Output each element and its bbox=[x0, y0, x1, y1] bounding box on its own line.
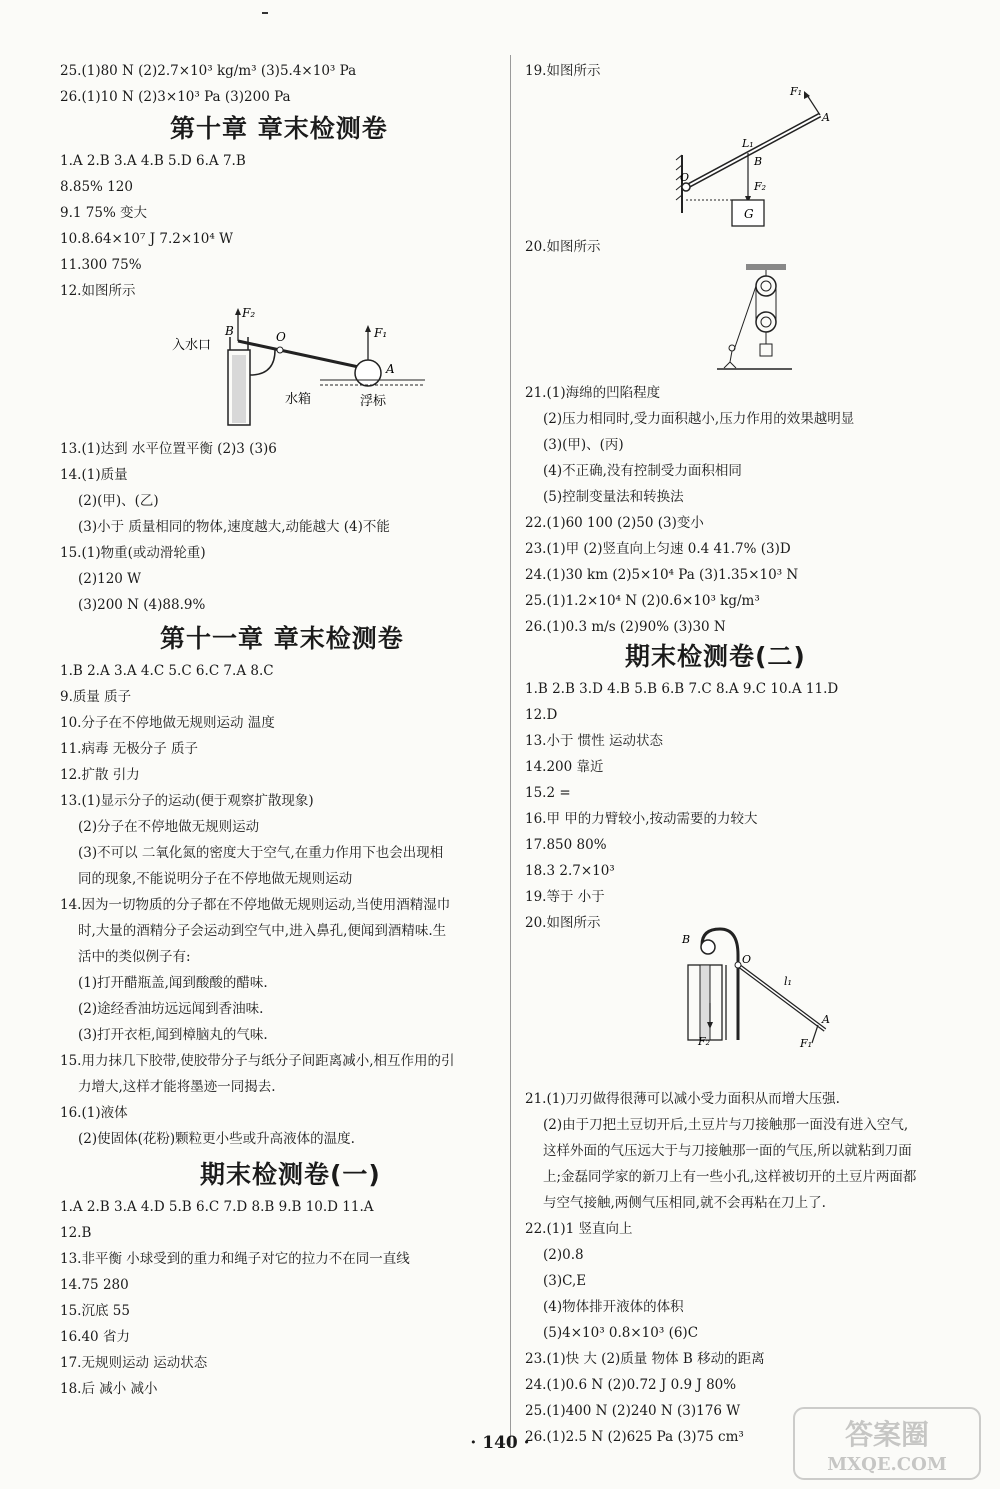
column-divider bbox=[510, 55, 511, 1445]
answer-line: 16.甲 甲的力臂较小,按动需要的力较大 bbox=[525, 811, 758, 827]
answer-line: 19.如图所示 bbox=[525, 63, 601, 79]
answer-line: 1.A 2.B 3.A 4.D 5.B 6.C 7.D 8.B 9.B 10.D 11.A bbox=[60, 1199, 374, 1215]
answer-line: (4)不正确,没有控制受力面积相同 bbox=[543, 463, 742, 479]
answer-line: 11.病毒 无极分子 质子 bbox=[60, 741, 199, 757]
watermark-line1: 答案圈 bbox=[844, 1418, 930, 1451]
answer-line: 1.A 2.B 3.A 4.B 5.D 6.A 7.B bbox=[60, 153, 246, 169]
answer-line: 26.(1)0.3 m/s (2)90% (3)30 N bbox=[525, 619, 726, 635]
answer-line: 活中的类似例子有: bbox=[78, 949, 191, 965]
answer-line: 15.2 = bbox=[525, 785, 571, 801]
answer-line: 12.如图所示 bbox=[60, 283, 136, 299]
answer-line: 17.无规则运动 运动状态 bbox=[60, 1355, 208, 1371]
answer-line: 14.75 280 bbox=[60, 1277, 129, 1293]
answer-line: 18.3 2.7×10³ bbox=[525, 863, 615, 879]
answer-line: (5)控制变量法和转换法 bbox=[543, 489, 684, 505]
answer-line: 与空气接触,两侧气压相同,就不会再粘在刀上了. bbox=[543, 1195, 826, 1211]
fig20b-f2-label: F₂ bbox=[698, 1035, 711, 1048]
answer-line: 1.B 2.A 3.A 4.C 5.C 6.C 7.A 8.C bbox=[60, 663, 274, 679]
answer-line: 24.(1)0.6 N (2)0.72 J 0.9 J 80% bbox=[525, 1377, 737, 1393]
answer-line: 19.等于 小于 bbox=[525, 889, 605, 905]
fig19-a-label: A bbox=[822, 111, 830, 124]
answer-line: 12.扩散 引力 bbox=[60, 767, 140, 783]
answer-line: 14.因为一切物质的分子都在不停地做无规则运动,当使用酒精湿巾 bbox=[60, 897, 451, 913]
answer-line: (4)物体排开液体的体积 bbox=[543, 1299, 684, 1315]
answer-line: 11.300 75% bbox=[60, 257, 142, 273]
answer-line: 12.D bbox=[525, 707, 558, 723]
answer-line: 24.(1)30 km (2)5×10⁴ Pa (3)1.35×10³ N bbox=[525, 567, 799, 583]
fig19-b-label: B bbox=[754, 155, 763, 168]
answer-line: (2)由于刀把土豆切开后,土豆片与刀接触那一面没有进入空气, bbox=[543, 1117, 909, 1133]
answer-line: 26.(1)10 N (2)3×10³ Pa (3)200 Pa bbox=[60, 89, 291, 105]
answer-line: 18.后 减小 减小 bbox=[60, 1381, 158, 1397]
figure-20-pulley bbox=[712, 262, 797, 372]
answer-line: 力增大,这样才能将墨迹一同揭去. bbox=[78, 1079, 276, 1095]
answer-line: (3)200 N (4)88.9% bbox=[78, 597, 206, 613]
answer-line: 10.8.64×10⁷ J 7.2×10⁴ W bbox=[60, 231, 233, 247]
fig12-f2-label: F₂ bbox=[242, 306, 256, 320]
fig12-o-label: O bbox=[276, 330, 286, 344]
fig12-f1-label: F₁ bbox=[374, 326, 388, 340]
answer-line: 15.沉底 55 bbox=[60, 1303, 130, 1319]
answer-line: 13.非平衡 小球受到的重力和绳子对它的拉力不在同一直线 bbox=[60, 1251, 410, 1267]
answer-line: (2)分子在不停地做无规则运动 bbox=[78, 819, 260, 835]
section-heading: 期末检测卷(一) bbox=[200, 1160, 381, 1189]
answer-line: 15.(1)物重(或动滑轮重) bbox=[60, 545, 206, 561]
answer-line: 15.用力抹几下胶带,使胶带分子与纸分子间距离减小,相互作用的引 bbox=[60, 1053, 455, 1069]
section-heading: 第十章 章末检测卷 bbox=[170, 114, 388, 143]
answer-line: 23.(1)快 大 (2)质量 物体 B 移动的距离 bbox=[525, 1351, 765, 1367]
answer-line: 8.85% 120 bbox=[60, 179, 133, 195]
watermark-line2: MXQE.COM bbox=[827, 1454, 947, 1475]
answer-line: (1)打开醋瓶盖,闻到酸酸的醋味. bbox=[78, 975, 268, 991]
answer-line: (3)C,E bbox=[543, 1273, 587, 1289]
answer-line: (2)0.8 bbox=[543, 1247, 584, 1263]
fig19-f1-label: F₁ bbox=[790, 85, 803, 98]
answer-line: (2)使固体(花粉)颗粒更小些或升高液体的温度. bbox=[78, 1131, 355, 1147]
answer-line: 16.(1)液体 bbox=[60, 1105, 128, 1121]
fig20b-a-label: A bbox=[822, 1013, 830, 1026]
answer-line: 25.(1)1.2×10⁴ N (2)0.6×10³ kg/m³ bbox=[525, 593, 760, 609]
answer-line: 26.(1)2.5 N (2)625 Pa (3)75 cm³ bbox=[525, 1429, 744, 1445]
answer-line: 17.850 80% bbox=[525, 837, 607, 853]
answer-line: (3)不可以 二氧化氮的密度大于空气,在重力作用下也会出现相 bbox=[78, 845, 444, 861]
answer-line: 13.小于 惯性 运动状态 bbox=[525, 733, 664, 749]
answer-line: 1.B 2.B 3.D 4.B 5.B 6.B 7.C 8.A 9.C 10.A 11.D bbox=[525, 681, 839, 697]
answer-line: 21.(1)海绵的凹陷程度 bbox=[525, 385, 661, 401]
answer-line: (3)(甲)、(丙) bbox=[543, 437, 624, 453]
answer-line: 12.B bbox=[60, 1225, 92, 1241]
answer-line: 上;金磊同学家的新刀上有一些小孔,这样被切开的土豆片两面都 bbox=[543, 1169, 917, 1185]
figure-12-float-lever bbox=[170, 305, 430, 430]
fig20b-b-label: B bbox=[682, 933, 691, 946]
answer-line: 16.40 省力 bbox=[60, 1329, 130, 1345]
fig12-tank-label: 水箱 bbox=[285, 392, 312, 407]
answer-line: (5)4×10³ 0.8×10³ (6)C bbox=[543, 1325, 699, 1341]
answer-line: (3)打开衣柜,闻到樟脑丸的气味. bbox=[78, 1027, 268, 1043]
section-heading: 第十一章 章末检测卷 bbox=[160, 624, 404, 653]
answer-line: 13.(1)达到 水平位置平衡 (2)3 (3)6 bbox=[60, 441, 277, 457]
answer-line: 14.(1)质量 bbox=[60, 467, 128, 483]
answer-line: (2)(甲)、(乙) bbox=[78, 493, 159, 509]
fig20b-f1-label: F₁ bbox=[800, 1037, 813, 1050]
figure-20b-pump bbox=[680, 925, 840, 1050]
fig20b-l1-label: l₁ bbox=[784, 975, 792, 988]
watermark-logo bbox=[792, 1406, 982, 1481]
answer-line: 25.(1)400 N (2)240 N (3)176 W bbox=[525, 1403, 741, 1419]
answer-line: (2)压力相同时,受力面积越小,压力作用的效果越明显 bbox=[543, 411, 855, 427]
fig12-a-label: A bbox=[386, 362, 395, 376]
answer-line: 21.(1)刀刃做得很薄可以减小受力面积从而增大压强. bbox=[525, 1091, 840, 1107]
answer-line: 同的现象,不能说明分子在不停地做无规则运动 bbox=[78, 871, 353, 887]
answer-line: 9.质量 质子 bbox=[60, 689, 132, 705]
answer-line: (2)途经香油坊远远闻到香油味. bbox=[78, 1001, 264, 1017]
fig19-l1-label: L₁ bbox=[742, 137, 754, 150]
answer-line: 这样外面的气压远大于与刀接触那一面的气压,所以就粘到刀面 bbox=[543, 1143, 912, 1159]
answer-line: 20.如图所示 bbox=[525, 915, 601, 931]
answer-line: 10.分子在不停地做无规则运动 温度 bbox=[60, 715, 275, 731]
fig20b-o-label: O bbox=[742, 953, 752, 966]
answer-line: 14.200 靠近 bbox=[525, 759, 604, 775]
answer-line: 25.(1)80 N (2)2.7×10³ kg/m³ (3)5.4×10³ Pa bbox=[60, 63, 357, 79]
fig12-inlet-label: 入水口 bbox=[172, 338, 212, 353]
answer-line: 13.(1)显示分子的运动(便于观察扩散现象) bbox=[60, 793, 314, 809]
answer-line: 22.(1)1 竖直向上 bbox=[525, 1221, 633, 1237]
section-heading: 期末检测卷(二) bbox=[625, 642, 806, 671]
answer-line: 时,大量的酒精分子会运动到空气中,进入鼻孔,便闻到酒精味.生 bbox=[78, 923, 447, 939]
fig19-g-label: G bbox=[744, 207, 754, 221]
fig19-o-label: O bbox=[680, 171, 690, 184]
answer-line: 23.(1)甲 (2)竖直向上匀速 0.4 41.7% (3)D bbox=[525, 541, 791, 557]
answer-line: 9.1 75% 变大 bbox=[60, 205, 148, 221]
page-number: · 140 · bbox=[470, 1433, 530, 1453]
fig12-b-label: B bbox=[225, 324, 234, 338]
answer-line: 20.如图所示 bbox=[525, 239, 601, 255]
fig19-f2-label: F₂ bbox=[754, 180, 767, 193]
figure-19-lever bbox=[672, 85, 837, 230]
answer-line: (3)小于 质量相同的物体,速度越大,动能越大 (4)不能 bbox=[78, 519, 390, 535]
answer-line: (2)120 W bbox=[78, 571, 142, 587]
fig12-float-label: 浮标 bbox=[360, 394, 387, 409]
scan-mark bbox=[262, 12, 268, 14]
answer-line: 22.(1)60 100 (2)50 (3)变小 bbox=[525, 515, 704, 531]
